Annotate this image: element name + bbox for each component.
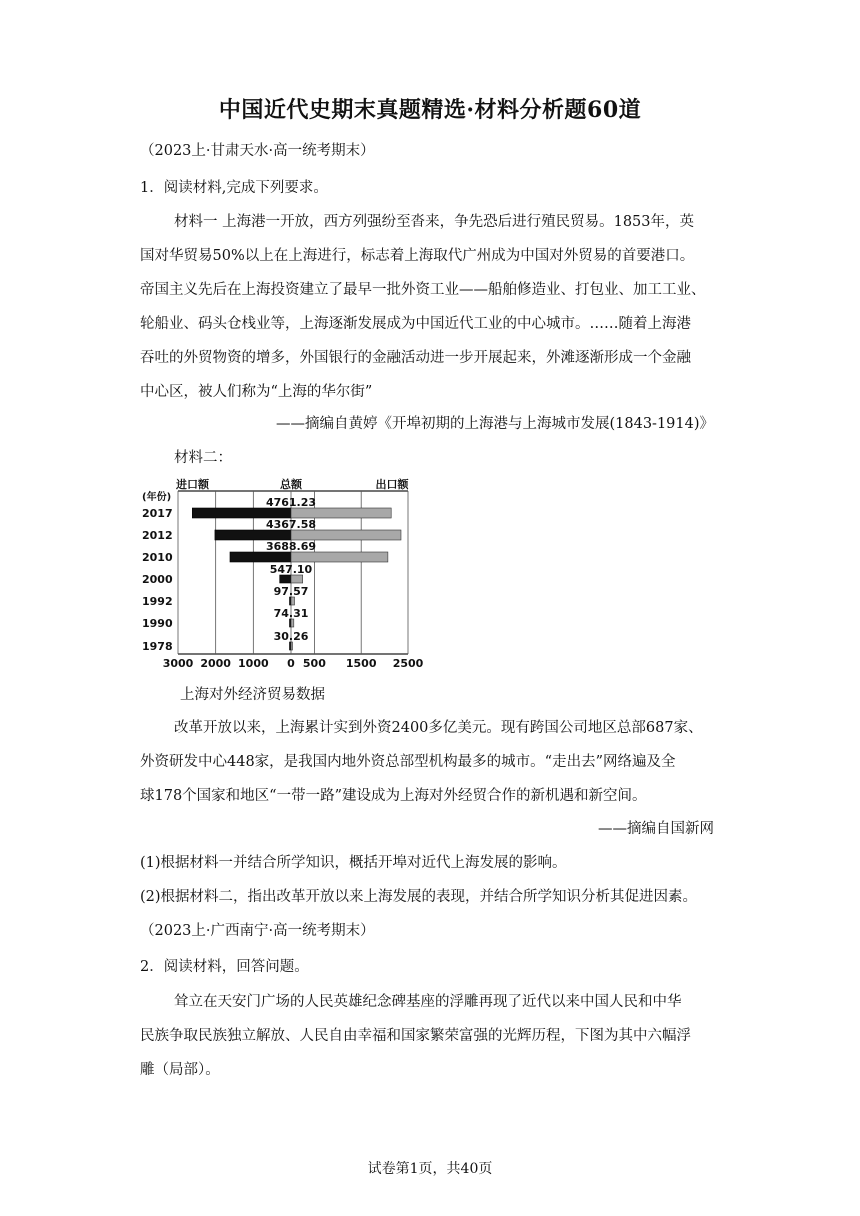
q1-m1-line-1: 国对华贸易50%以上在上海进行，标志着上海取代广州成为中国对外贸易的首要港口。 [140, 248, 695, 264]
chart-legend-import: 进口额 [176, 478, 209, 491]
chart-year-tick-label: 2000 [142, 573, 173, 586]
chart-total-label: 3688.69 [265, 540, 317, 553]
chart-bar-import [230, 552, 291, 562]
chart-year-tick-label: 1990 [142, 617, 173, 630]
chart-x-tick-label: 2000 [200, 657, 231, 670]
chart-total-label: 547.10 [269, 563, 313, 576]
q2-source-tag: （2023上·广西南宁·高一统考期末） [140, 923, 375, 939]
chart-year-tick-label: 2017 [142, 507, 173, 520]
chart-total-label: 4761.23 [265, 496, 317, 509]
q1-m1-line-5: 中心区，被人们称为“上海的华尔街” [140, 384, 373, 400]
chart-x-tick-label: 2500 [392, 657, 424, 670]
chart-year-tick-label: 2010 [142, 551, 173, 564]
chart-year-tick-label: 1992 [142, 595, 173, 608]
page-title: 中国近代史期末真题精选·材料分析题60道 [218, 97, 642, 123]
chart-bar-export [291, 575, 303, 583]
chart-bar-export [291, 508, 391, 518]
chart-x-tick-label: 1500 [345, 657, 377, 670]
q1-m2-label: 材料二： [174, 450, 232, 466]
chart-bar-import [215, 530, 291, 540]
chart-bar-export [291, 642, 293, 650]
q1-question-2: (2)根据材料二，指出改革开放以来上海发展的表现，并结合所学知识分析其促进因素。 [140, 889, 698, 905]
q1-stem: 1．阅读材料,完成下列要求。 [140, 180, 328, 196]
q1-question-1: (1)根据材料一并结合所学知识，概括开埠对近代上海发展的影响。 [140, 855, 567, 871]
chart-year-tick-label: 1978 [142, 640, 173, 653]
chart-caption: 上海对外经济贸易数据 [180, 687, 325, 703]
chart-x-tick-label: 0 [287, 657, 295, 670]
q2-line-0: 耸立在天安门广场的人民英雄纪念碑基座的浮雕再现了近代以来中国人民和中华 [174, 994, 682, 1010]
chart-year-tick-label: 2012 [142, 529, 173, 542]
chart-bar-export [291, 530, 401, 540]
chart-bar-export [291, 552, 388, 562]
chart-legend-export: 出口额 [375, 478, 409, 491]
chart-bar-export [291, 619, 294, 627]
q1-m1-source: ——摘编自黄婷《开埠初期的上海港与上海城市发展(1843-1914)》 [275, 416, 714, 432]
q2-stem: 2．阅读材料，回答问题。 [140, 959, 309, 975]
q1-m1-line-3: 轮船业、码头仓栈业等，上海逐渐发展成为中国近代工业的中心城市。……随着上海港 [140, 316, 691, 332]
q1-m2-source: ——摘编自国新网 [598, 821, 714, 837]
chart-legend-total: 总额 [280, 478, 302, 491]
chart-total-label: 30.26 [273, 630, 309, 643]
q2-line-2: 雕（局部）。 [140, 1062, 220, 1078]
page-footer: 试卷第1页，共40页 [367, 1161, 493, 1177]
chart-x-tick-label: 500 [302, 657, 326, 670]
chart-x-tick-label: 1000 [238, 657, 269, 670]
chart-x-tick-label: 3000 [162, 657, 194, 670]
q1-source-tag: （2023上·甘肃天水·高一统考期末） [140, 143, 375, 159]
chart-total-label: 74.31 [273, 607, 309, 620]
chart-total-label: 4367.58 [265, 518, 317, 531]
q1-m2-line-2: 球178个国家和地区“一带一路”建设成为上海对外经贸合作的新机遇和新空间。 [140, 788, 647, 804]
chart-bar-export [291, 597, 295, 605]
q1-m1-line-4: 吞吐的外贸物资的增多，外国银行的金融活动进一步开展起来，外滩逐渐形成一个金融 [140, 350, 691, 366]
q1-m2-line-1: 外资研发中心448家，是我国内地外资总部型机构最多的城市。“走出去”网络遍及全 [140, 754, 676, 770]
chart-bar-import [192, 508, 291, 518]
q1-m2-line-0: 改革开放以来，上海累计实到外资2400多亿美元。现有跨国公司地区总部687家、 [174, 720, 703, 736]
chart-bar-import [280, 575, 291, 583]
q2-line-1: 民族争取民族独立解放、人民自由幸福和国家繁荣富强的光辉历程，下图为其中六幅浮 [140, 1028, 691, 1044]
trade-chart [138, 474, 428, 674]
chart-total-label: 97.57 [273, 585, 309, 598]
q1-m1-line-0: 材料一 上海港一开放，西方列强纷至沓来，争先恐后进行殖民贸易。1853年，英 [174, 214, 695, 230]
chart-year-label: (年份) [142, 492, 172, 503]
q1-m1-line-2: 帝国主义先后在上海投资建立了最早一批外资工业——船舶修造业、打包业、加工工业、 [140, 282, 706, 298]
